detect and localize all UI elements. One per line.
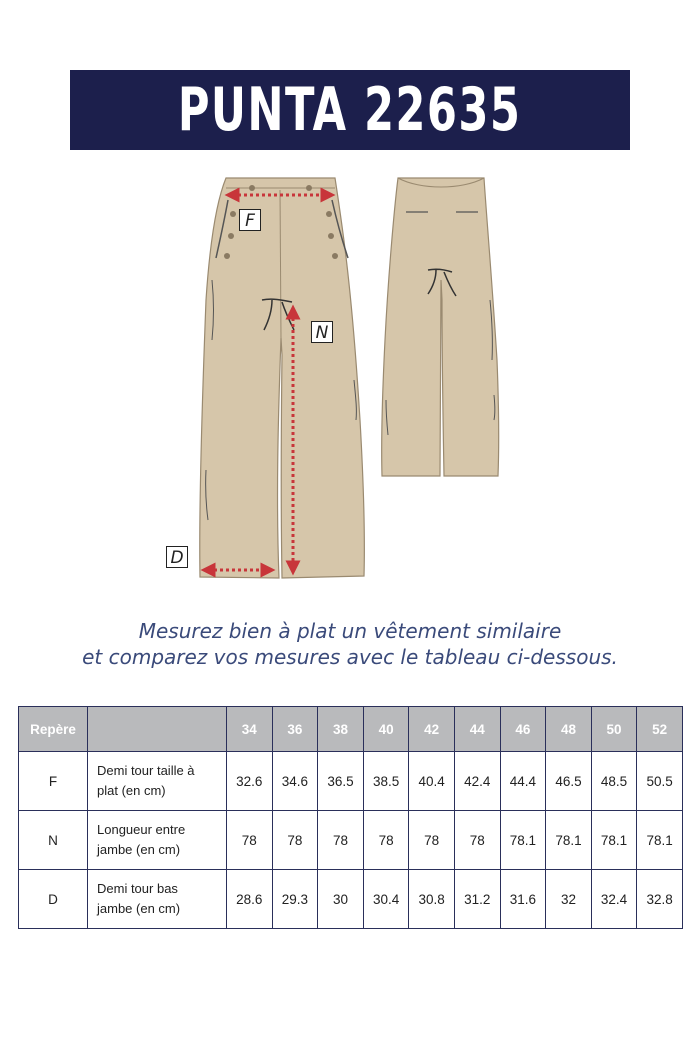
row-value: 30.4 <box>363 870 409 929</box>
row-value: 78 <box>227 811 273 870</box>
row-code: F <box>19 752 88 811</box>
row-description-line: Demi tour taille à <box>97 763 195 778</box>
row-description-line: Longueur entre <box>97 822 186 837</box>
row-value: 78 <box>318 811 364 870</box>
header-description <box>88 707 227 752</box>
row-value: 34.6 <box>272 752 318 811</box>
instruction-line-1: Mesurez bien à plat un vêtement similaire <box>138 619 562 643</box>
row-value: 32.8 <box>637 870 683 929</box>
marker-n: N <box>311 321 333 343</box>
row-value: 46.5 <box>546 752 592 811</box>
size-chart-table <box>18 706 683 929</box>
row-value: 30 <box>318 870 364 929</box>
header-size: 40 <box>363 707 409 752</box>
row-value: 78.1 <box>546 811 592 870</box>
marker-f: F <box>239 209 261 231</box>
row-value: 78 <box>409 811 455 870</box>
back-view-pants <box>382 178 499 476</box>
row-value: 32.4 <box>591 870 637 929</box>
row-value: 32.6 <box>227 752 273 811</box>
row-description-line: Demi tour bas <box>97 881 178 896</box>
row-value: 29.3 <box>272 870 318 929</box>
front-view-pants <box>200 178 365 578</box>
header-size: 36 <box>272 707 318 752</box>
row-value: 40.4 <box>409 752 455 811</box>
row-code: D <box>19 870 88 929</box>
title-banner <box>70 70 630 150</box>
product-title: PUNTA 22635 <box>178 75 522 145</box>
measuring-instructions <box>0 618 700 670</box>
header-size: 44 <box>454 707 500 752</box>
header-size: 34 <box>227 707 273 752</box>
row-code: N <box>19 811 88 870</box>
row-value: 78 <box>454 811 500 870</box>
row-description <box>88 811 227 870</box>
row-value: 44.4 <box>500 752 546 811</box>
row-value: 31.2 <box>454 870 500 929</box>
row-description-line: plat (en cm) <box>97 783 166 798</box>
row-value: 31.6 <box>500 870 546 929</box>
row-description-line: jambe (en cm) <box>97 901 181 916</box>
row-value: 28.6 <box>227 870 273 929</box>
row-value: 30.8 <box>409 870 455 929</box>
row-value: 38.5 <box>363 752 409 811</box>
row-value: 78 <box>363 811 409 870</box>
header-size: 50 <box>591 707 637 752</box>
table-row <box>19 811 683 870</box>
row-value: 32 <box>546 870 592 929</box>
row-value: 78.1 <box>500 811 546 870</box>
header-size: 46 <box>500 707 546 752</box>
row-value: 50.5 <box>637 752 683 811</box>
row-description <box>88 870 227 929</box>
row-description-line: jambe (en cm) <box>97 842 181 857</box>
row-value: 78.1 <box>591 811 637 870</box>
header-size: 48 <box>546 707 592 752</box>
pants-illustration <box>0 165 700 595</box>
header-size: 52 <box>637 707 683 752</box>
header-size: 42 <box>409 707 455 752</box>
row-value: 48.5 <box>591 752 637 811</box>
table-header-row <box>19 707 683 752</box>
header-size: 38 <box>318 707 364 752</box>
row-value: 36.5 <box>318 752 364 811</box>
table-row <box>19 870 683 929</box>
instruction-line-2: et comparez vos mesures avec le tableau ci-dessous. <box>82 645 618 669</box>
row-value: 78 <box>272 811 318 870</box>
row-description <box>88 752 227 811</box>
row-value: 78.1 <box>637 811 683 870</box>
row-value: 42.4 <box>454 752 500 811</box>
marker-d: D <box>166 546 188 568</box>
header-repere: Repère <box>19 707 88 752</box>
table-row <box>19 752 683 811</box>
